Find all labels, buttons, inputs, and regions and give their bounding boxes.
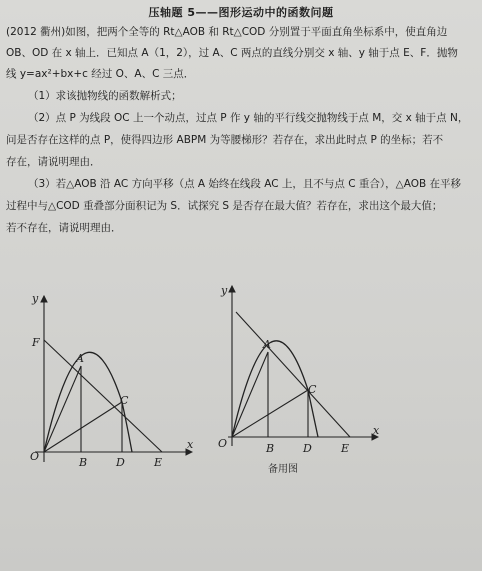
- intro-line-3: 线 y=ax²+bx+c 经过 O、A、C 三点．: [6, 68, 195, 80]
- left-segment-oa: [44, 366, 81, 452]
- right-figure: [228, 286, 378, 446]
- right-label-x: x: [373, 424, 380, 437]
- right-line-ae: [236, 312, 350, 437]
- page-title: 压轴题 5——图形运动中的函数问题: [148, 6, 334, 19]
- left-label-d: D: [116, 456, 125, 469]
- left-label-e: E: [154, 456, 163, 469]
- left-label-o: O: [30, 450, 40, 463]
- right-label-c: C: [308, 383, 317, 396]
- intro-line-2: OB、OD 在 x 轴上．已知点 A（1，2），过 A、C 两点的直线分别交 x 轴、y 轴于点 E、F．抛物: [6, 47, 458, 59]
- left-label-a: A: [76, 352, 84, 365]
- backup-figure-caption: 备用图: [268, 464, 298, 475]
- part-1-question: （1）求该抛物线的函数解析式；: [28, 90, 182, 102]
- left-label-y: y: [32, 292, 39, 305]
- right-segment-oa: [232, 352, 268, 437]
- part-2-line-1: （2）点 P 为线段 OC 上一个动点，过点 P 作 y 轴的平行线交抛物线于点 M，交 x 轴于点 N，: [28, 112, 469, 124]
- part-3-line-2: 过程中与△COD 重叠部分面积记为 S．试探究 S 是否存在最大值？若存在，求出这个最大值；: [6, 200, 443, 212]
- right-label-y: y: [221, 284, 228, 297]
- part-2-line-3: 存在，请说明理由．: [6, 156, 101, 168]
- left-label-c: C: [120, 394, 129, 407]
- left-label-f: F: [32, 336, 40, 349]
- right-parabola: [232, 341, 308, 437]
- left-line-fe: [44, 340, 162, 452]
- right-label-d: D: [303, 442, 312, 455]
- left-label-x: x: [187, 438, 194, 451]
- intro-line-1: (2012 衢州)如图，把两个全等的 Rt△AOB 和 Rt△COD 分别置于平面直角坐标系中，使直角边: [6, 26, 448, 38]
- left-parabola-tail: [122, 402, 132, 452]
- part-2-line-2: 问是否存在这样的点 P，使得四边形 ABPM 为等腰梯形？若存在，求出此时点 P 的坐标；若不: [6, 134, 444, 146]
- part-3-line-1: （3）若△AOB 沿 AC 方向平移（点 A 始终在线段 AC 上，且不与点 C 重合），△AOB 在平移: [28, 178, 462, 190]
- part-3-line-3: 若不存在，请说明理由．: [6, 222, 122, 234]
- right-label-o: O: [218, 437, 228, 450]
- left-label-b: B: [79, 456, 88, 469]
- right-label-b: B: [266, 442, 275, 455]
- right-segment-oc: [232, 390, 308, 437]
- right-label-e: E: [341, 442, 350, 455]
- left-figure: [35, 296, 192, 462]
- right-label-a: A: [263, 338, 271, 351]
